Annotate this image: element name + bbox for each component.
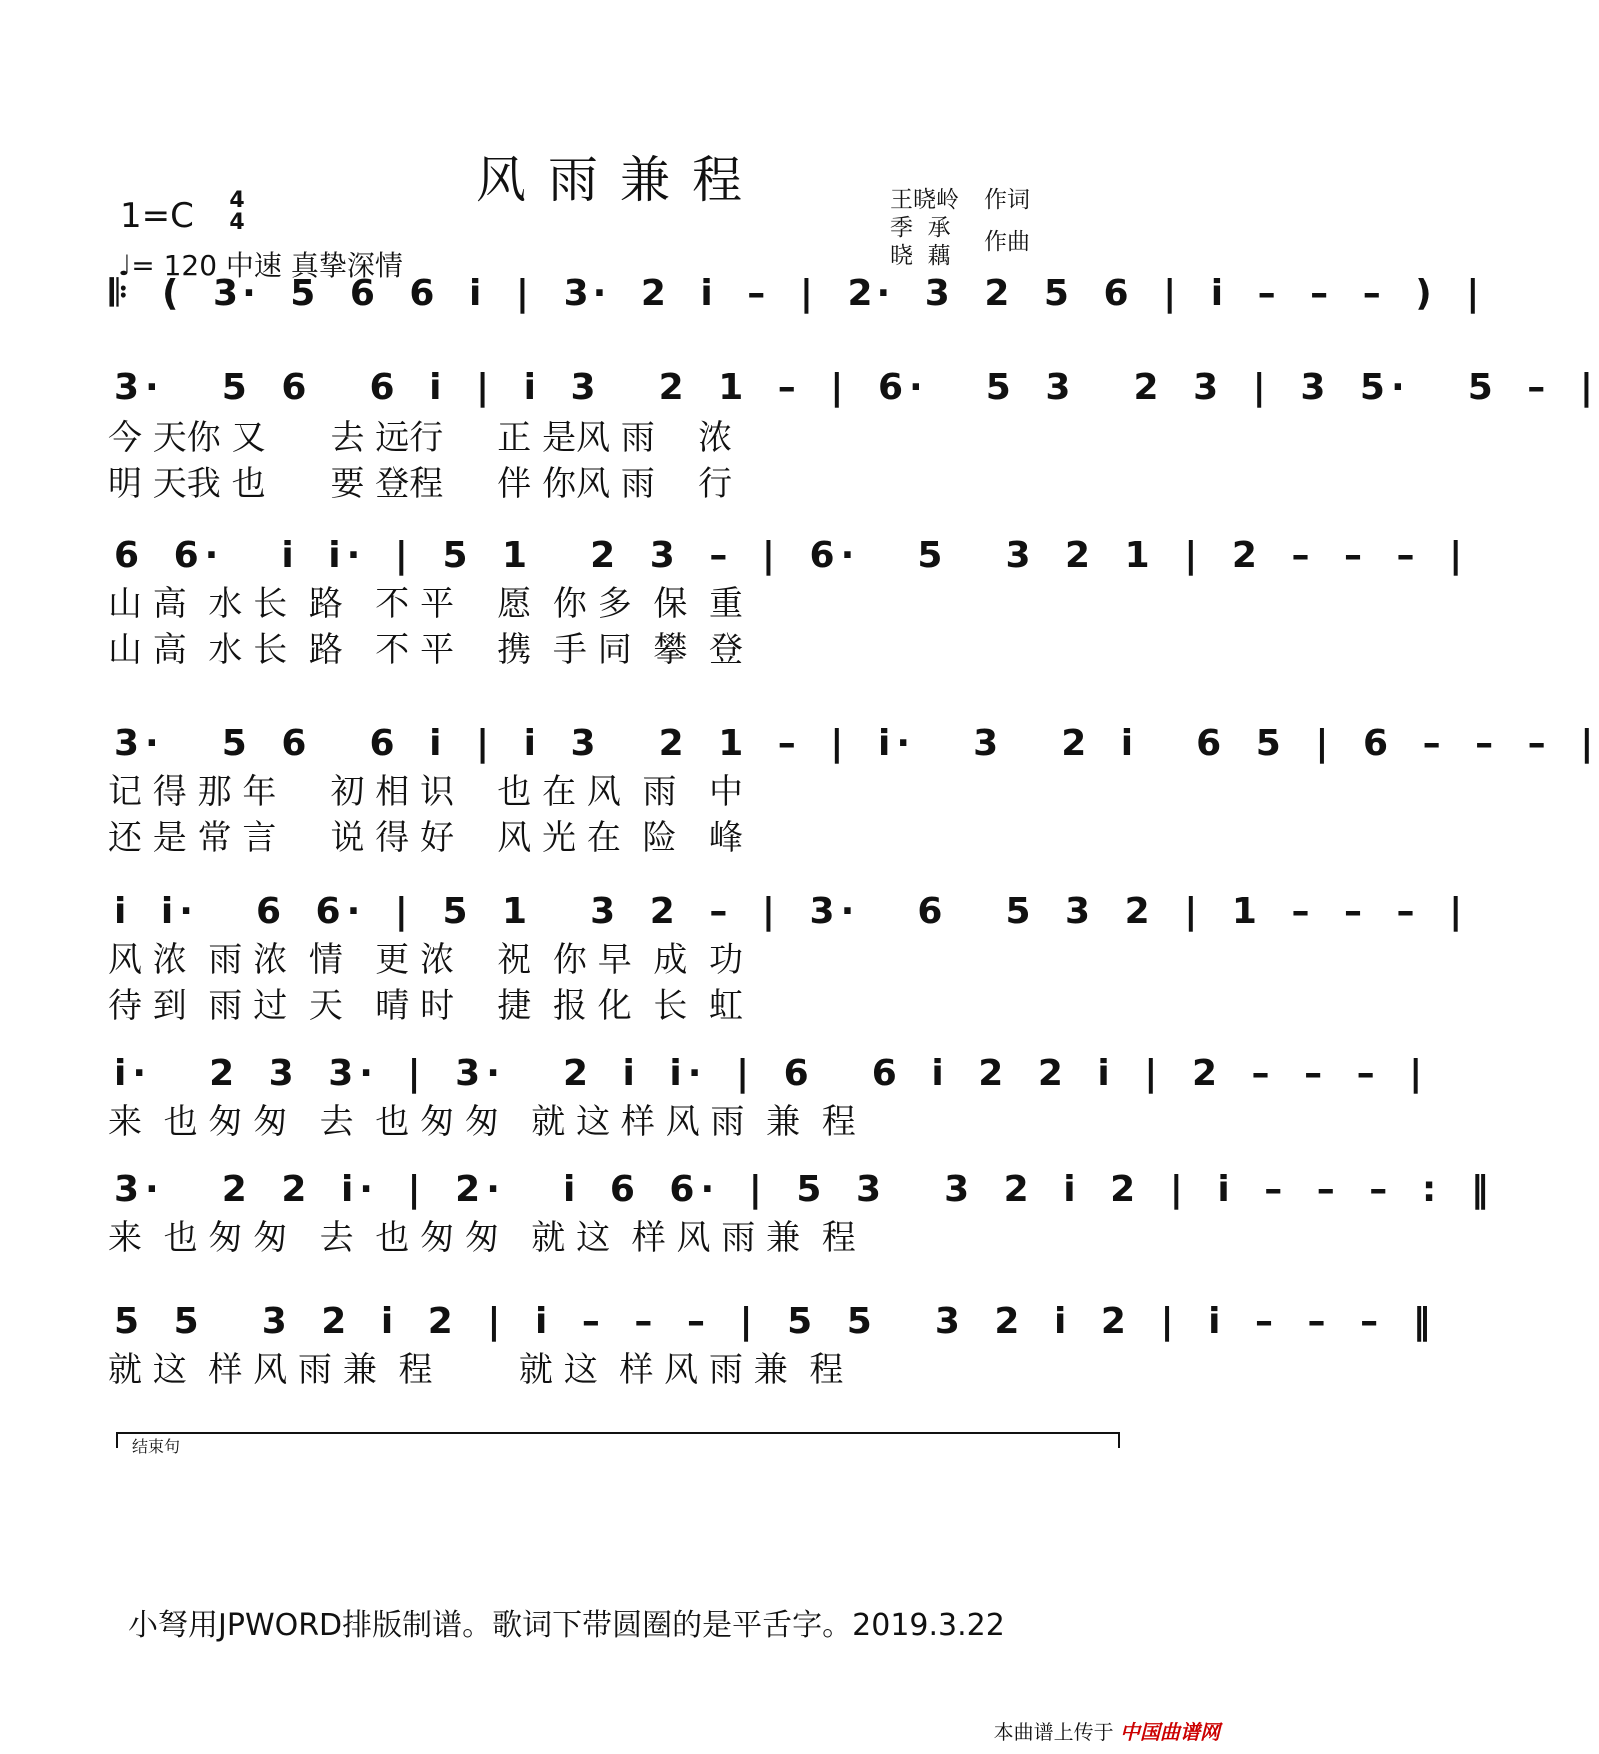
row-5-notes: i· 2 3 3· | 3· 2 i i· | 6 6 i 2 2 i | 2 – – – |	[114, 1053, 1429, 1094]
upload-credit	[994, 1716, 1220, 1745]
ending-label: 结束句	[132, 1437, 181, 1456]
row-4-notes: i i· 6 6· | 5 1 3 2 – | 3· 6 5 3 2 | 1 – – – |	[114, 891, 1469, 932]
time-sig-top: 4	[229, 188, 245, 213]
row-2-notes: 6 6· i i· | 5 1 2 3 – | 6· 5 3 2 1 | 2 – – – |	[114, 535, 1469, 576]
song-title: 风雨兼程	[476, 151, 764, 209]
composer-name-2: 晓 藕	[890, 243, 951, 269]
row-6-notes: 3· 2 2 i· | 2· i 6 6· | 5 3 3 2 i 2 | i – – – : ‖	[114, 1169, 1495, 1210]
row-1-lyrics-verse-2: 明 天我 也 要 登程 伴 你风 雨 行	[108, 464, 733, 504]
lyricist-name: 王晓岭	[890, 187, 959, 213]
composer-name-1: 季 承	[890, 215, 951, 241]
upload-text: 本曲谱上传于	[993, 1720, 1114, 1744]
row-3-lyrics-verse-2: 还 是 常 言 说 得 好 风 光 在 险 峰	[108, 818, 743, 858]
time-signature	[222, 190, 252, 234]
ending-lyrics: 就 这 样 风 雨 兼 程 就 这 样 风 雨 兼 程	[108, 1350, 844, 1390]
score-row-1	[100, 366, 1599, 426]
intro-line	[100, 272, 1484, 332]
row-1-notes: 3· 5 6 6 i | i 3 2 1 – | 6· 5 3 2 3 | 3 5· 5 – |	[114, 367, 1599, 408]
footer-note: 小弩用JPWORD排版制谱。歌词下带圆圈的是平舌字。2019.3.22	[128, 1608, 1005, 1643]
time-sig-bottom: 4	[229, 210, 245, 235]
intro-notes: 𝄆 ( 3· 5 6 6 i | 3· 2 i – | 2· 3 2 5 6 | i – – – ) |	[110, 273, 1484, 314]
row-2-lyrics-verse-1: 山 高 水 长 路 不 平 愿 你 多 保 重	[108, 584, 743, 624]
ending-notes: 5 5 3 2 i 2 | i – – – | 5 5 3 2 i 2 | i – – – ‖	[114, 1301, 1437, 1342]
key-signature: 1=C	[120, 196, 194, 236]
row-1-lyrics-verse-1: 今 天你 又 去 远行 正 是风 雨 浓	[108, 418, 733, 458]
lyricist-role: 作词	[984, 187, 1030, 213]
tempo-text: = 120 中速 真挚深情	[131, 249, 403, 282]
quarter-note-icon: ♩	[118, 249, 132, 282]
composer-role: 作曲	[984, 229, 1030, 255]
ending-bracket	[116, 1432, 1120, 1448]
row-3-lyrics-verse-1: 记 得 那 年 初 相 识 也 在 风 雨 中	[108, 772, 743, 812]
row-4-lyrics-verse-2: 待 到 雨 过 天 晴 时 捷 报 化 长 虹	[108, 986, 743, 1026]
row-3-notes: 3· 5 6 6 i | i 3 2 1 – | i· 3 2 i 6 5 | 6 – – – |	[114, 723, 1599, 764]
row-2-lyrics-verse-2: 山 高 水 长 路 不 平 携 手 同 攀 登	[108, 630, 743, 670]
site-logo[interactable]: 中国曲谱网	[1120, 1720, 1220, 1744]
row-5-lyrics: 来 也 匆 匆 去 也 匆 匆 就 这 样 风 雨 兼 程	[108, 1102, 856, 1142]
credits	[890, 186, 1120, 276]
row-4-lyrics-verse-1: 风 浓 雨 浓 情 更 浓 祝 你 早 成 功	[108, 940, 743, 980]
row-6-lyrics: 来 也 匆 匆 去 也 匆 匆 就 这 样 风 雨 兼 程	[108, 1218, 856, 1258]
